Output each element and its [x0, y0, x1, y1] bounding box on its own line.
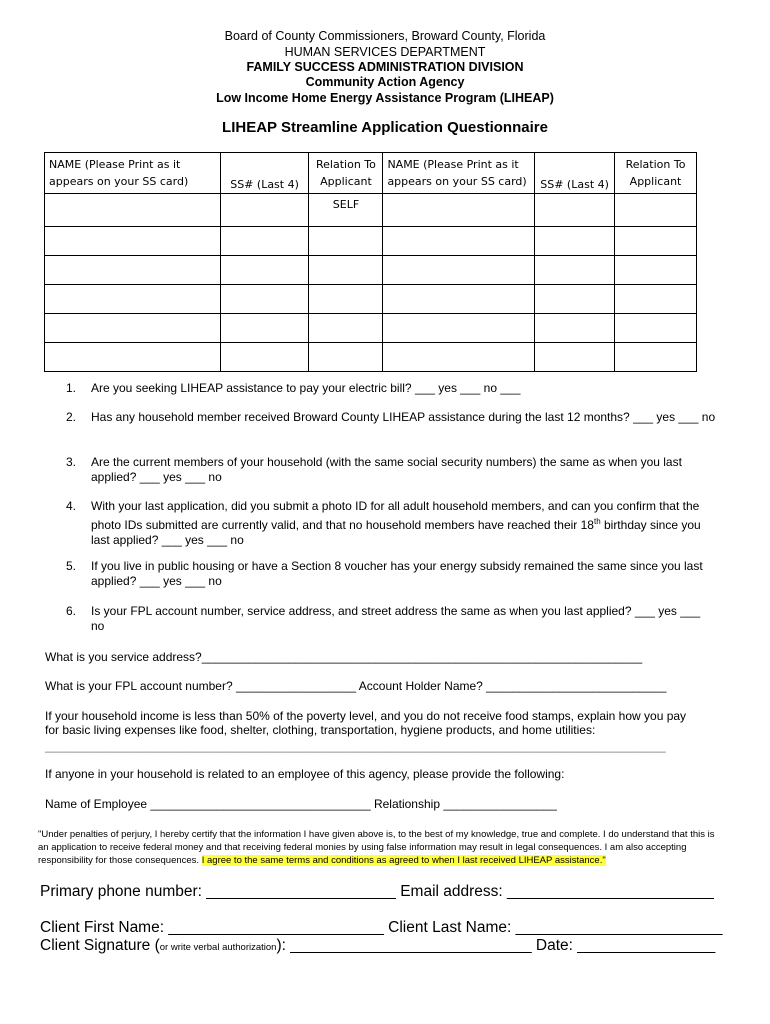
- relation-cell[interactable]: [615, 194, 697, 227]
- client-signature-field[interactable]: Client Signature (or write verbal authorization): ____________________________ Date: ________________: [40, 937, 716, 954]
- name-cell[interactable]: [45, 285, 221, 314]
- relation-cell[interactable]: [615, 227, 697, 256]
- ss-cell[interactable]: [220, 194, 309, 227]
- ss-cell[interactable]: [535, 194, 615, 227]
- relation-cell[interactable]: [309, 285, 383, 314]
- col-relation-header-2: Relation To Applicant: [615, 153, 697, 194]
- table-row: [45, 256, 697, 285]
- question-3: [66, 455, 716, 485]
- question-5: [66, 559, 716, 589]
- header-program: Low Income Home Energy Assistance Program (LIHEAP): [216, 91, 554, 105]
- ss-cell[interactable]: [535, 227, 615, 256]
- col-name-header-2: NAME (Please Print as it appears on your SS card): [383, 153, 535, 194]
- fpl-account-field[interactable]: What is your FPL account number? __________________ Account Holder Name? ___________________________: [45, 679, 667, 693]
- ss-cell[interactable]: [220, 314, 309, 343]
- question-1: [66, 381, 716, 396]
- name-cell[interactable]: [383, 227, 535, 256]
- name-cell[interactable]: [383, 314, 535, 343]
- ss-cell[interactable]: [220, 343, 309, 372]
- name-cell[interactable]: [45, 314, 221, 343]
- contact-fields[interactable]: Primary phone number: ______________________ Email address: ________________________: [40, 883, 714, 900]
- col-name-header: NAME (Please Print as it appears on your SS card): [45, 153, 221, 194]
- employee-intro: If anyone in your household is related to an employee of this agency, please provide the following:: [45, 767, 565, 781]
- table-row: [45, 343, 697, 372]
- income-question: If your household income is less than 50% of the poverty level, and you do not receive food stamps, explain how you pay: [45, 709, 687, 723]
- relation-cell[interactable]: [615, 314, 697, 343]
- question-6: [66, 604, 716, 634]
- name-cell[interactable]: [45, 227, 221, 256]
- household-table: [44, 152, 697, 372]
- name-cell[interactable]: [45, 343, 221, 372]
- client-name-fields[interactable]: Client First Name: _________________________ Client Last Name: ________________________: [40, 919, 723, 936]
- relation-cell[interactable]: [615, 285, 697, 314]
- question-text: Are the current members of your household (with the same social security numbers) the same as when you last applied? ___ yes ___ no: [91, 455, 682, 484]
- question-2: [66, 410, 716, 425]
- question-number: 5.: [66, 559, 77, 573]
- table-header-row: [45, 153, 697, 194]
- relation-cell[interactable]: [309, 314, 383, 343]
- income-answer-line[interactable]: _____________________________________________________________________________________________: [45, 739, 666, 753]
- header-board: Board of County Commissioners, Broward County, Florida: [224, 29, 546, 43]
- certification-statement: "Under penalties of perjury, I hereby certify that the information I have given above is, to the best of my knowledge, true and complete. I do understand that this is an application to receive federal money and that receiving federal monies by using false information may result in legal consequences. I am also accepting responsibility for those consequences. I agree to the same terms and conditions as agreed to when I last received LIHEAP assistance.": [38, 829, 715, 866]
- table-row: [45, 285, 697, 314]
- ss-cell[interactable]: [535, 256, 615, 285]
- question-text: Is your FPL account number, service address, and street address the same as when you last applied? ___ yes ___ no: [91, 604, 701, 633]
- question-number: 6.: [66, 604, 77, 618]
- table-row: [45, 194, 697, 227]
- header-department: HUMAN SERVICES DEPARTMENT: [284, 45, 486, 59]
- ss-cell[interactable]: [535, 314, 615, 343]
- name-cell[interactable]: [383, 194, 535, 227]
- relation-cell-self: SELF: [309, 194, 383, 227]
- relation-cell[interactable]: [615, 343, 697, 372]
- employee-field[interactable]: Name of Employee _________________________________ Relationship _________________: [45, 797, 557, 811]
- ss-cell[interactable]: [220, 285, 309, 314]
- service-address-field[interactable]: What is you service address?__________________________________________________________________: [45, 650, 643, 664]
- page-title: LIHEAP Streamline Application Questionnaire: [222, 119, 548, 136]
- name-cell[interactable]: [383, 285, 535, 314]
- relation-cell[interactable]: [615, 256, 697, 285]
- relation-cell[interactable]: [309, 227, 383, 256]
- table-row: [45, 227, 697, 256]
- highlighted-agreement: I agree to the same terms and conditions as agreed to when I last received LIHEAP assistance.": [201, 855, 606, 866]
- name-cell[interactable]: [45, 256, 221, 285]
- ss-cell[interactable]: [220, 256, 309, 285]
- question-text: Are you seeking LIHEAP assistance to pay your electric bill? ___ yes ___ no ___: [91, 381, 521, 395]
- col-ss-header-2: SS# (Last 4): [535, 153, 615, 194]
- question-text: If you live in public housing or have a Section 8 voucher has your energy subsidy remained the same since you last applied? ___ yes ___ no: [91, 559, 703, 588]
- ss-cell[interactable]: [535, 285, 615, 314]
- name-cell[interactable]: [45, 194, 221, 227]
- col-relation-header: Relation To Applicant: [309, 153, 383, 194]
- ss-cell[interactable]: [535, 343, 615, 372]
- question-number: 4.: [66, 499, 77, 513]
- table-row: [45, 314, 697, 343]
- name-cell[interactable]: [383, 343, 535, 372]
- relation-cell[interactable]: [309, 343, 383, 372]
- header-division: FAMILY SUCCESS ADMINISTRATION DIVISION: [246, 60, 524, 74]
- col-ss-header: SS# (Last 4): [220, 153, 309, 194]
- question-4: [66, 499, 716, 548]
- income-question-cont: for basic living expenses like food, shelter, clothing, transportation, hygiene products, and home utilities:: [45, 723, 596, 737]
- relation-cell[interactable]: [309, 256, 383, 285]
- question-number: 3.: [66, 455, 77, 469]
- name-cell[interactable]: [383, 256, 535, 285]
- header-agency: Community Action Agency: [305, 75, 465, 89]
- ss-cell[interactable]: [220, 227, 309, 256]
- question-text: With your last application, did you submit a photo ID for all adult household members, and can you confirm that the photo IDs submitted are currently valid, and that no household members have reached their 18th birthday since you last applied? ___ yes ___ no: [91, 499, 701, 547]
- question-number: 1.: [66, 381, 77, 395]
- question-number: 2.: [66, 410, 77, 424]
- question-text: Has any household member received Broward County LIHEAP assistance during the last 12 months? ___ yes ___ no: [91, 410, 716, 424]
